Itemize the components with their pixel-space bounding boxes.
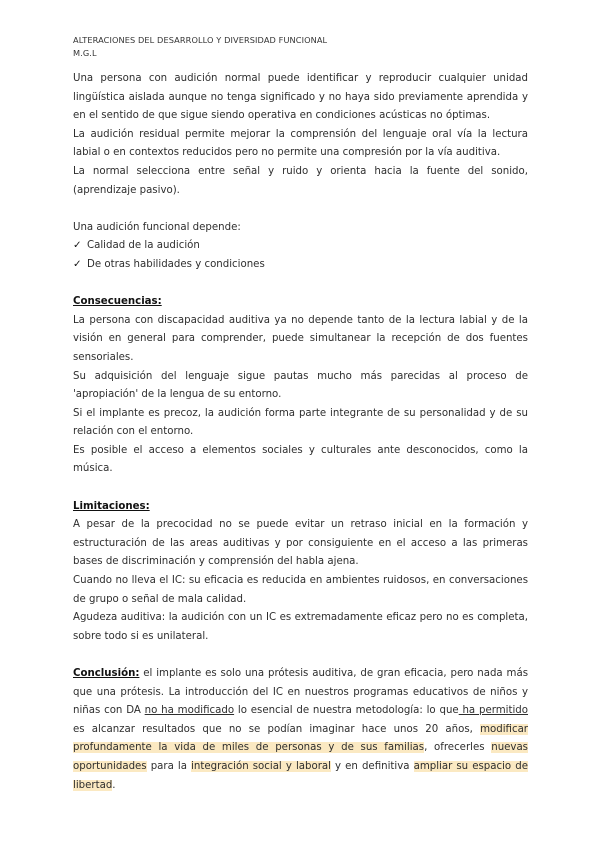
conclusion-paragraph (73, 665, 528, 795)
checkmark-icon: ✓ (73, 258, 82, 270)
underlined-phrase: no ha modificado (144, 705, 235, 717)
section-heading-consecuencias: Consecuencias: (73, 296, 162, 308)
consecuencias-paragraph-4: Es posible el acceso a elementos sociales y culturales ante desconocidos, como la música. (73, 444, 528, 475)
limitaciones-paragraph-1: A pesar de la precocidad no se puede evitar un retraso inicial en la formación y estructuración de las areas auditivas y por consiguiente en el acceso a las primeras bases de discriminación y comprensión del habla ajena. (73, 519, 528, 568)
conclusion-text: , ofrecerles (424, 742, 492, 754)
consecuencias-paragraph-1: La persona con discapacidad auditiva ya no depende tanto de la lectura labial y de la visión en general para comprender, puede simultanear la recepción de dos fuentes sensoriales. (73, 314, 528, 363)
highlighted-phrase: modificar profundamente la vida de miles de personas y de sus familias (73, 723, 528, 754)
checkmark-icon: ✓ (73, 240, 82, 252)
conclusion-text: es alcanzar resultados que no se podían imaginar hace unos 20 años, (73, 723, 481, 735)
check-list-item (73, 256, 528, 275)
document-body (73, 70, 528, 795)
check-item-label: De otras habilidades y condiciones (87, 258, 265, 270)
header-author-initials: M.G.L (73, 48, 97, 58)
intro-paragraph-3: La normal selecciona entre señal y ruido y orienta hacia la fuente del sonido, (aprendizaje pasivo). (73, 165, 528, 196)
consecuencias-paragraph-3: Si el implante es precoz, la audición forma parte integrante de su personalidad y de su relación con el entorno. (73, 407, 528, 438)
intro-paragraph-2: La audición residual permite mejorar la comprensión del lenguaje oral vía la lectura labial o en contextos reducidos pero no permite una compresión por la vía auditiva. (73, 128, 528, 159)
page-header (73, 34, 327, 60)
highlighted-phrase: ampliar su espacio de libertad (73, 760, 528, 791)
conclusion-text: para la (146, 760, 192, 772)
highlighted-phrase: integración social y laboral (191, 760, 331, 772)
underlined-phrase: ha permitido (458, 705, 529, 717)
header-course-title: ALTERACIONES DEL DESARROLLO Y DIVERSIDAD FUNCIONAL (73, 35, 328, 45)
section-heading-conclusion: Conclusión: (73, 668, 140, 679)
check-item-label: Calidad de la audición (87, 240, 200, 252)
limitaciones-paragraph-2: Cuando no lleva el IC: su eficacia es reducida en ambientes ruidosos, en conversaciones de grupo o señal de mala calidad. (73, 575, 528, 605)
conclusion-text: y en definitiva (330, 760, 414, 772)
intro-paragraph-1: Una persona con audición normal puede identificar y reproducir cualquier unidad lingüística aislada aunque no tenga significado y no haya sido previamente aprendida y en el sentido de que sigue siendo operativa en condiciones acústicas no óptimas. (73, 73, 528, 122)
check-list-item (73, 237, 528, 256)
section-heading-limitaciones: Limitaciones: (73, 500, 150, 512)
functional-lead: Una audición funcional depende: (73, 221, 241, 233)
highlighted-phrase: nuevas oportunidades (73, 742, 528, 772)
limitaciones-paragraph-3: Agudeza auditiva: la audición con un IC es extremadamente eficaz pero no es completa, sobre todo si es unilateral. (73, 612, 528, 642)
conclusion-text: . (112, 779, 116, 791)
consecuencias-paragraph-2: Su adquisición del lenguaje sigue pautas mucho más parecidas al proceso de 'apropiación' de la lengua de su entorno. (73, 370, 528, 401)
conclusion-text: el implante es solo una prótesis auditiva, de gran eficacia, pero nada más que una prótesis. La introducción del IC en nuestros programas educativos de niños y niñas con DA (73, 668, 528, 717)
conclusion-text: lo esencial de nuestra metodología: lo que (234, 705, 459, 717)
